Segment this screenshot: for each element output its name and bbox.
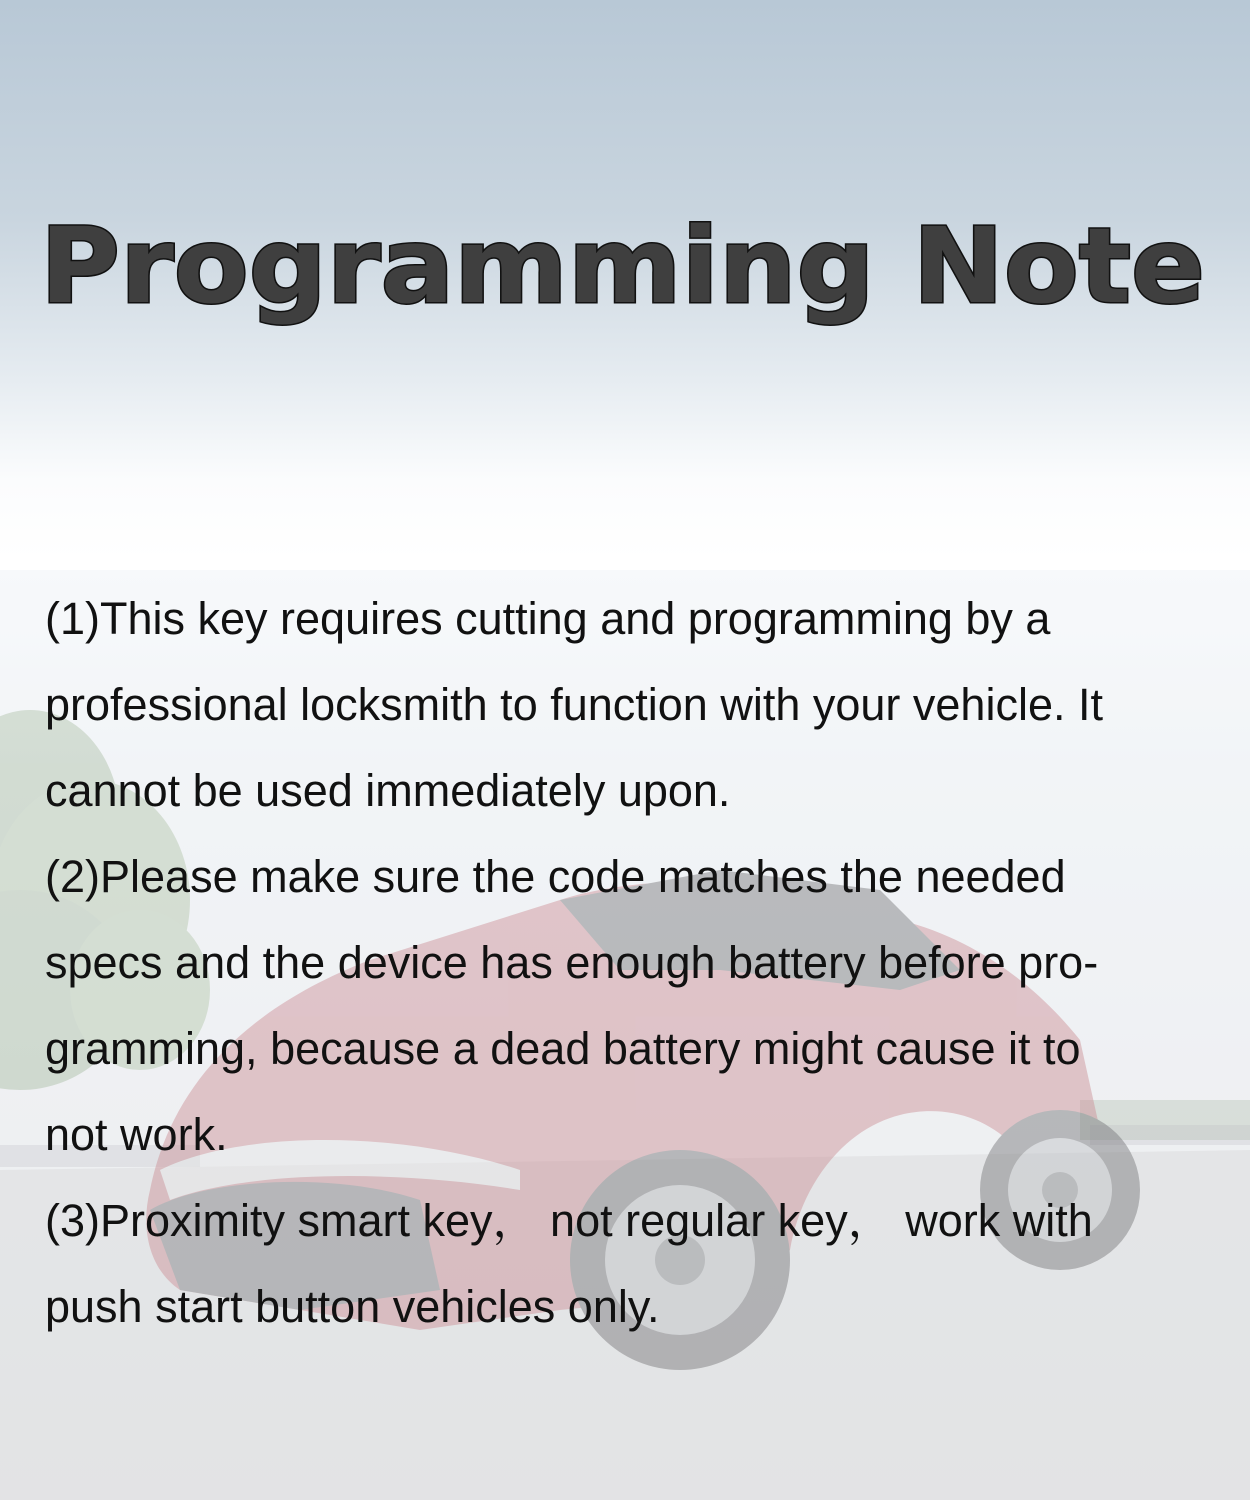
headline-svg <box>0 210 1250 350</box>
note-line: (1)This key requires cutting and programming by a <box>45 593 1051 644</box>
note-line: gramming, because a dead battery might cause it to <box>45 1023 1081 1074</box>
programming-notes <box>45 576 1225 1350</box>
note-line: specs and the device has enough battery before pro- <box>45 937 1099 988</box>
note-line: (3)Proximity smart key， not regular key， work with <box>45 1195 1093 1246</box>
note-line: cannot be used immediately upon. <box>45 765 731 816</box>
note-line: (2)Please make sure the code matches the needed <box>45 851 1066 902</box>
note-line: not work. <box>45 1109 228 1160</box>
page-title: Programming Note <box>40 210 1205 327</box>
note-line: professional locksmith to function with your vehicle. It <box>45 679 1103 730</box>
headline-banner <box>0 210 1250 350</box>
note-line: push start button vehicles only. <box>45 1281 660 1332</box>
